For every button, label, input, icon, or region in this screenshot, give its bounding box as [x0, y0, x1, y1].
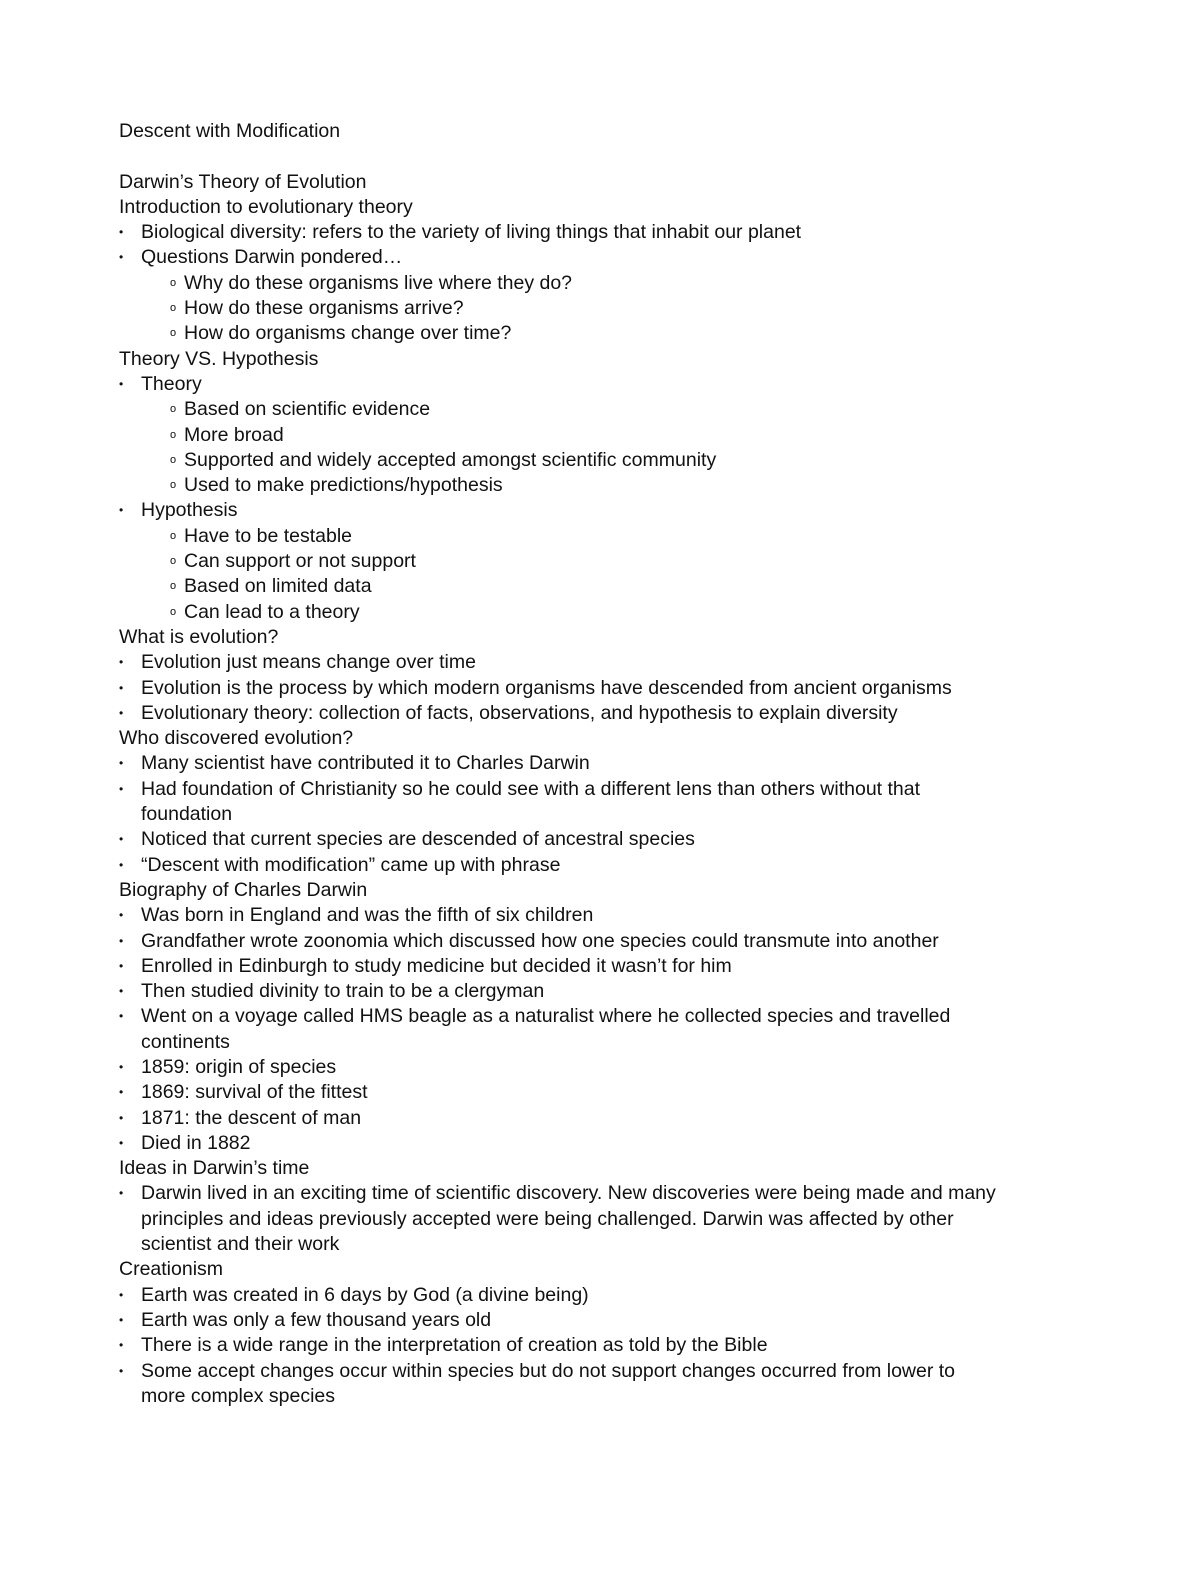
line-text: “Descent with modification” came up with phrase: [141, 853, 561, 876]
sub-bullet-marker: o: [170, 428, 177, 441]
bullet-item: [119, 1131, 1119, 1156]
notes-lines: [119, 170, 1119, 1410]
bullet-marker: •: [119, 503, 124, 518]
bullet-marker: •: [119, 680, 124, 695]
line-text: Who discovered evolution?: [119, 727, 354, 750]
line-text: Earth was created in 6 days by God (a divine being): [141, 1283, 589, 1306]
sub-bullet-item: [119, 473, 1119, 498]
sub-bullet-marker: o: [170, 479, 177, 492]
bullet-item: [119, 1359, 1119, 1384]
line-text: Biography of Charles Darwin: [119, 878, 368, 901]
line-text: 1871: the descent of man: [141, 1106, 362, 1129]
section-heading: [119, 170, 1119, 195]
bullet-item: [119, 1308, 1119, 1333]
line-text: Introduction to evolutionary theory: [119, 195, 413, 218]
line-text: continents: [141, 1030, 230, 1053]
line-text: more complex species: [141, 1384, 335, 1407]
line-text: Had foundation of Christianity so he could see with a different lens than others without that: [141, 777, 921, 800]
bullet-item: [119, 777, 1119, 802]
sub-bullet-marker: o: [170, 453, 177, 466]
sub-bullet-item: [119, 448, 1119, 473]
bullet-item: [119, 1004, 1119, 1029]
section-heading: [119, 1156, 1119, 1181]
bullet-marker: •: [119, 705, 124, 720]
bullet-marker: •: [119, 908, 124, 923]
bullet-marker: •: [119, 756, 124, 771]
bullet-item: [119, 220, 1119, 245]
sub-bullet-item: [119, 271, 1119, 296]
line-text: Evolution just means change over time: [141, 651, 476, 674]
bullet-marker: •: [119, 1009, 124, 1024]
sub-bullet-marker: o: [170, 605, 177, 618]
sub-bullet-item: [119, 600, 1119, 625]
sub-bullet-marker: o: [170, 555, 177, 568]
document-title: Descent with Modification: [119, 120, 341, 142]
bullet-item: [119, 676, 1119, 701]
line-text: Evolutionary theory: collection of facts, observations, and hypothesis to explain diversity: [141, 701, 898, 724]
line-text: How do these organisms arrive?: [184, 297, 464, 320]
bullet-item: [119, 1181, 1119, 1206]
line-text: scientist and their work: [141, 1233, 340, 1256]
line-text: 1869: survival of the fittest: [141, 1081, 368, 1104]
sub-bullet-item: [119, 574, 1119, 599]
line-text: 1859: origin of species: [141, 1055, 337, 1078]
bullet-marker: •: [119, 857, 124, 872]
line-text: Questions Darwin pondered…: [141, 246, 403, 269]
sub-bullet-marker: o: [170, 403, 177, 416]
bullet-marker: •: [119, 781, 124, 796]
bullet-marker: •: [119, 376, 124, 391]
bullet-marker: •: [119, 1110, 124, 1125]
bullet-marker: •: [119, 655, 124, 670]
bullet-item: [119, 245, 1119, 270]
bullet-marker: •: [119, 1312, 124, 1327]
bullet-continuation: [119, 1384, 1119, 1409]
bullet-item: [119, 929, 1119, 954]
section-heading: [119, 1257, 1119, 1282]
sub-bullet-marker: o: [170, 327, 177, 340]
sub-bullet-marker: o: [170, 580, 177, 593]
sub-bullet-item: [119, 397, 1119, 422]
line-text: Can lead to a theory: [184, 600, 360, 623]
bullet-item: [119, 979, 1119, 1004]
bullet-continuation: [119, 1232, 1119, 1257]
line-text: More broad: [184, 423, 284, 446]
line-text: Then studied divinity to train to be a clergyman: [141, 980, 545, 1003]
line-text: How do organisms change over time?: [184, 322, 512, 345]
line-text: foundation: [141, 803, 233, 826]
bullet-marker: •: [119, 1287, 124, 1302]
line-text: Evolution is the process by which modern organisms have descended from ancient organisms: [141, 676, 952, 699]
bullet-item: [119, 751, 1119, 776]
line-text: Theory VS. Hypothesis: [119, 347, 319, 370]
sub-bullet-item: [119, 296, 1119, 321]
line-text: Darwin’s Theory of Evolution: [119, 170, 367, 193]
bullet-item: [119, 701, 1119, 726]
line-text: What is evolution?: [119, 625, 279, 648]
sub-bullet-item: [119, 524, 1119, 549]
line-text: Based on scientific evidence: [184, 398, 431, 421]
bullet-continuation: [119, 1030, 1119, 1055]
line-text: principles and ideas previously accepted were being challenged. Darwin was affected by other: [141, 1207, 954, 1230]
bullet-marker: •: [119, 250, 124, 265]
line-text: Many scientist have contributed it to Charles Darwin: [141, 752, 590, 775]
bullet-item: [119, 1333, 1119, 1358]
bullet-item: [119, 903, 1119, 928]
bullet-item: [119, 1283, 1119, 1308]
sub-bullet-item: [119, 549, 1119, 574]
sub-bullet-item: [119, 423, 1119, 448]
bullet-marker: •: [119, 984, 124, 999]
bullet-continuation: [119, 1207, 1119, 1232]
line-text: There is a wide range in the interpretation of creation as told by the Bible: [141, 1334, 768, 1357]
bullet-item: [119, 1080, 1119, 1105]
line-text: Some accept changes occur within species but do not support changes occurred from lower to: [141, 1359, 956, 1382]
bullet-marker: •: [119, 1186, 124, 1201]
bullet-marker: •: [119, 958, 124, 973]
sub-bullet-marker: o: [170, 529, 177, 542]
bullet-item: [119, 372, 1119, 397]
bullet-marker: •: [119, 832, 124, 847]
spacer: [119, 144, 1119, 169]
line-text: Went on a voyage called HMS beagle as a naturalist where he collected species and travelled: [141, 1005, 951, 1028]
line-text: Ideas in Darwin’s time: [119, 1157, 310, 1180]
bullet-marker: •: [119, 1135, 124, 1150]
bullet-item: [119, 650, 1119, 675]
section-heading: [119, 347, 1119, 372]
line-text: Supported and widely accepted amongst scientific community: [184, 448, 717, 471]
line-text: Used to make predictions/hypothesis: [184, 474, 503, 497]
line-text: Hypothesis: [141, 499, 238, 522]
line-text: Based on limited data: [184, 575, 372, 598]
sub-bullet-marker: o: [170, 302, 177, 315]
bullet-item: [119, 1055, 1119, 1080]
bullet-marker: •: [119, 225, 124, 240]
sub-bullet-item: [119, 321, 1119, 346]
line-text: Was born in England and was the fifth of six children: [141, 904, 594, 927]
line-text: Why do these organisms live where they do?: [184, 271, 573, 294]
line-text: Earth was only a few thousand years old: [141, 1308, 492, 1331]
line-text: Creationism: [119, 1258, 224, 1281]
section-heading: [119, 625, 1119, 650]
section-heading: [119, 726, 1119, 751]
line-text: Noticed that current species are descended of ancestral species: [141, 828, 695, 851]
line-text: Darwin lived in an exciting time of scientific discovery. New discoveries were being made and many: [141, 1182, 996, 1205]
section-heading: [119, 195, 1119, 220]
line-text: Died in 1882: [141, 1131, 251, 1154]
bullet-item: [119, 954, 1119, 979]
bullet-marker: •: [119, 1338, 124, 1353]
bullet-marker: •: [119, 1363, 124, 1378]
bullet-item: [119, 827, 1119, 852]
line-text: Grandfather wrote zoonomia which discussed how one species could transmute into another: [141, 929, 939, 952]
bullet-marker: •: [119, 1085, 124, 1100]
line-text: Have to be testable: [184, 524, 353, 547]
sub-bullet-marker: o: [170, 276, 177, 289]
bullet-marker: •: [119, 1059, 124, 1074]
section-heading: [119, 878, 1119, 903]
bullet-continuation: [119, 802, 1119, 827]
bullet-item: [119, 853, 1119, 878]
line-text: Can support or not support: [184, 550, 416, 573]
bullet-item: [119, 498, 1119, 523]
line-text: Enrolled in Edinburgh to study medicine but decided it wasn’t for him: [141, 954, 732, 977]
bullet-item: [119, 1106, 1119, 1131]
notes-body: [119, 119, 1119, 1409]
line-text: Biological diversity: refers to the variety of living things that inhabit our planet: [141, 221, 802, 244]
line-text: Theory: [141, 372, 202, 395]
bullet-marker: •: [119, 933, 124, 948]
